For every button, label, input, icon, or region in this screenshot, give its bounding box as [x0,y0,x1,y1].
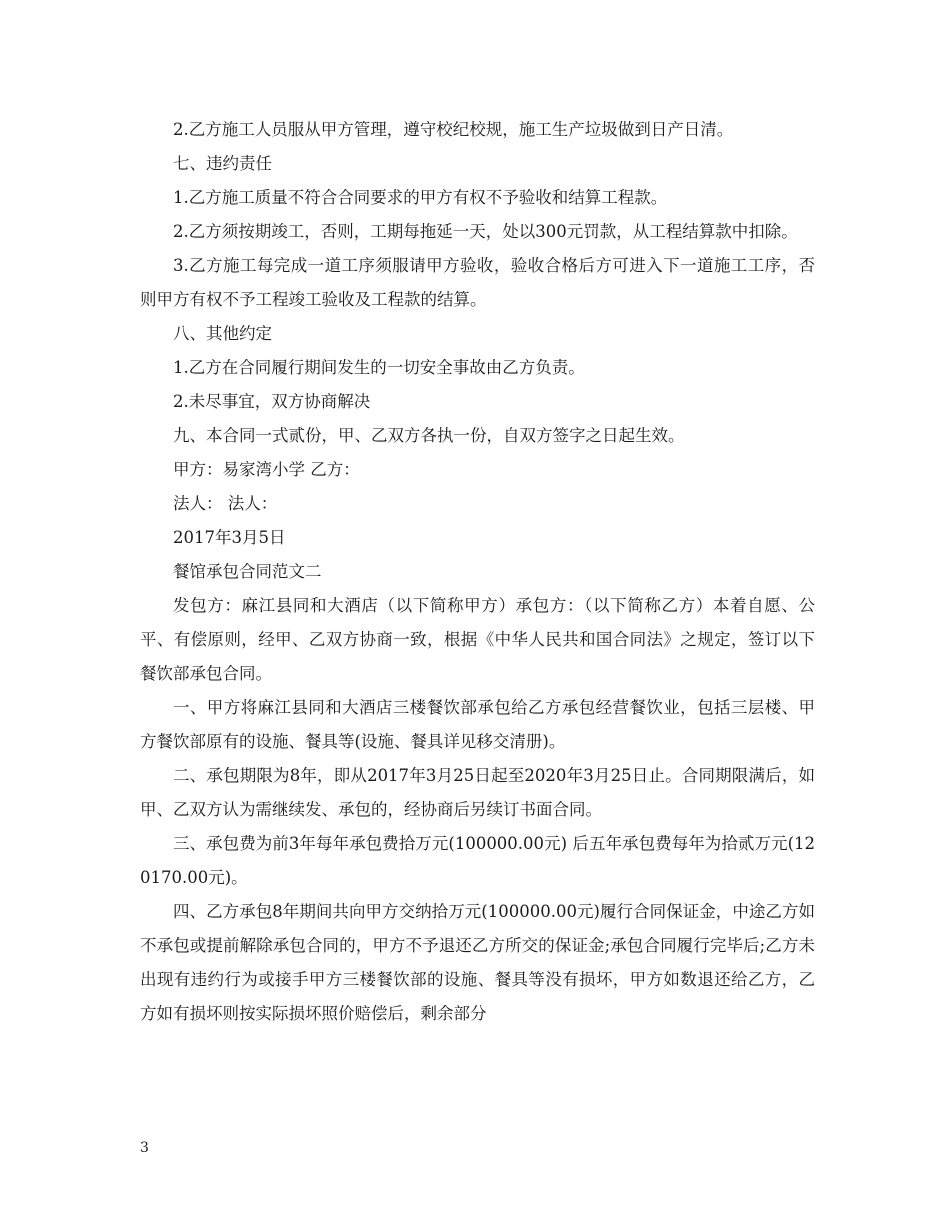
paragraph: 2.未尽事宜，双方协商解决 [173,392,371,411]
paragraph: 四、乙方承包8年期间共向甲方交纳拾万元(100000.00元)履行合同保证金，中途乙方如不承包或提前解除承包合同的，甲方不予退还乙方所交的保证金;承包合同履行完毕后;乙方未出现有违约行为或接手甲方三楼餐饮部的设施、餐具等没有损坏，甲方如数退还给乙方，乙方如有损坏则按实际损坏照价赔偿后，剩余部分 [140,902,815,1023]
signature-line: 甲方：易家湾小学 乙方： [173,460,360,479]
paragraph: 2.乙方须按期竣工，否则，工期每拖延一天，处以300元罚款，从工程结算款中扣除。 [173,222,798,241]
section-heading: 八、其他约定 [173,324,272,343]
paragraph: 发包方：麻江县同和大酒店（以下简称甲方）承包方：（以下简称乙方）本着自愿、公平、有偿原则，经甲、乙双方协商一致，根据《中华人民共和国合同法》之规定，签订以下餐饮部承包合同。 [140,596,815,683]
paragraph: 1.乙方在合同履行期间发生的一切安全事故由乙方负责。 [173,358,585,377]
date-line: 2017年3月5日 [173,528,286,547]
paragraph: 1.乙方施工质量不符合合同要求的甲方有权不予验收和结算工程款。 [173,188,668,207]
paragraph: 二、承包期限为8年，即从2017年3月25日起至2020年3月25日止。合同期限满后，如甲、乙双方认为需继续发、承包的，经协商后另续订书面合同。 [140,766,815,819]
document-body [140,113,815,1031]
signature-line: 法人： 法人： [173,494,278,513]
page-number: 3 [140,1140,149,1156]
paragraph: 3.乙方施工每完成一道工序须服请甲方验收，验收合格后方可进入下一道施工工序，否则甲方有权不予工程竣工验收及工程款的结算。 [140,256,815,309]
paragraph: 九、本合同一式贰份，甲、乙双方各执一份，自双方签字之日起生效。 [173,426,685,445]
paragraph: 三、承包费为前3年每年承包费拾万元(100000.00元) 后五年承包费每年为拾贰万元(120170.00元)。 [140,834,815,887]
document-title: 餐馆承包合同范文二 [173,562,322,581]
section-heading: 七、违约责任 [173,154,272,173]
paragraph: 2.乙方施工人员服从甲方管理，遵守校纪校规，施工生产垃圾做到日产日清。 [173,120,734,139]
paragraph: 一、甲方将麻江县同和大酒店三楼餐饮部承包给乙方承包经营餐饮业，包括三层楼、甲方餐饮部原有的设施、餐具等(设施、餐具详见移交清册)。 [140,698,815,751]
